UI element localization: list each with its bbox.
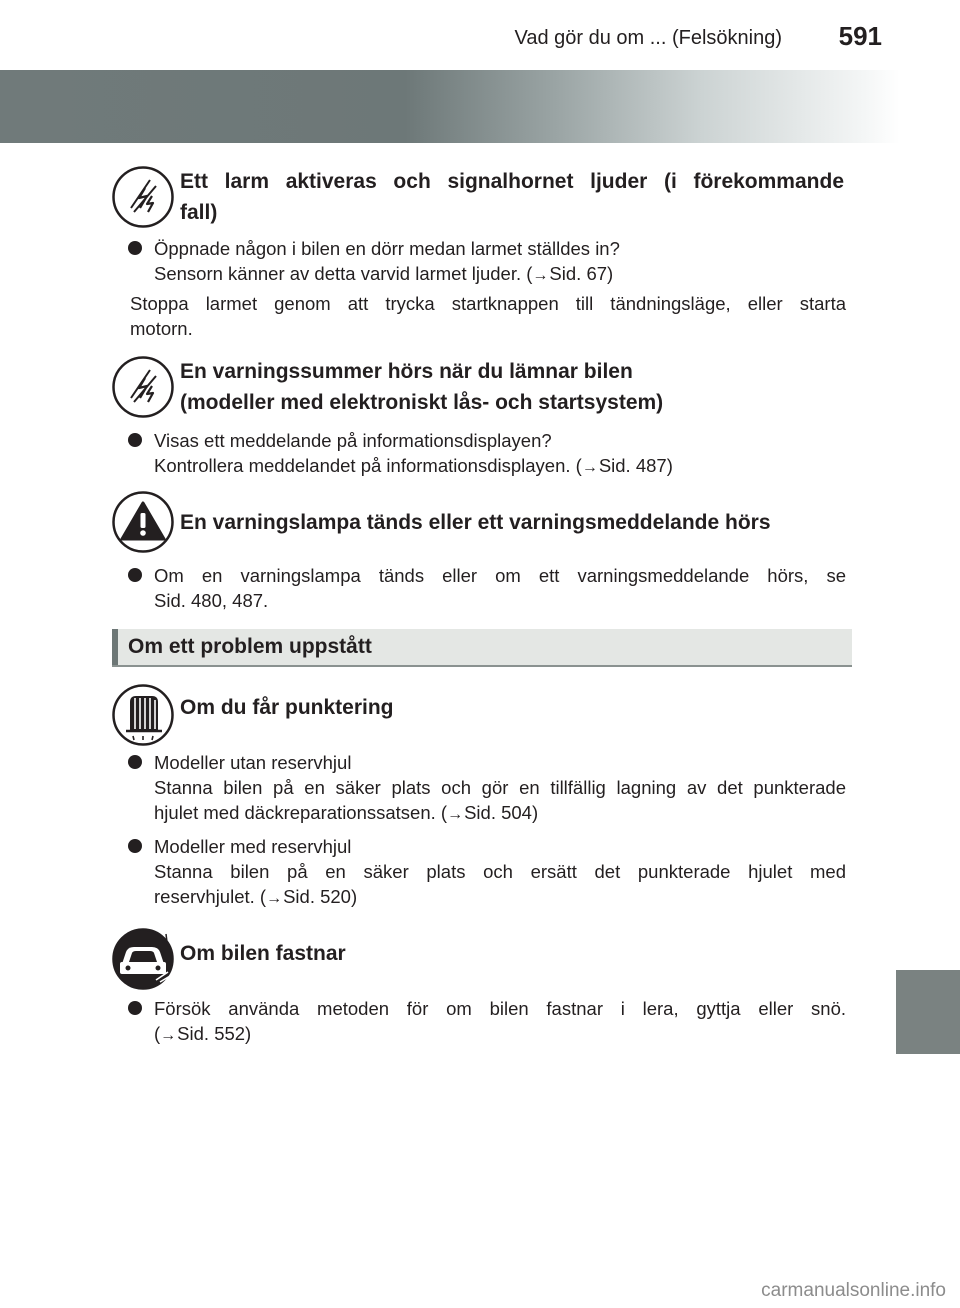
bullet-dot bbox=[128, 241, 142, 255]
section-flat-tire: Om du får punktering Modeller utan reservhjul Stanna bilen på en säker plats och gör en tillfällig lagning av det punkterade hjulet med däckreparationssatsen. (→Sid. 504) Modeller med reservhjul Stanna bilen på en säker plats och ersätt det punkterade hjulet med reservhjulet. (→Sid. 520) bbox=[112, 684, 852, 914]
bullet-dot bbox=[128, 433, 142, 447]
arrow-right-icon: → bbox=[447, 806, 464, 823]
header-band bbox=[0, 70, 900, 143]
bullet-dot bbox=[128, 1001, 142, 1015]
section-heading-bar bbox=[112, 629, 852, 667]
alarm-lightning-icon bbox=[112, 166, 174, 228]
section-title: Om du får punktering bbox=[180, 696, 394, 719]
section-buzzer: En varningssummer hörs när du lämnar bilen (modeller med elektroniskt lås- och startsystem) Visas ett meddelande på informationsdisplayen? Kontrollera meddelandet på informationsdisplayen. (→Sid. 487) bbox=[112, 356, 852, 486]
section-title: Ett larm aktiveras och signalhornet ljuder (i förekommande fall) bbox=[180, 170, 844, 224]
section-title: En varningslampa tänds eller ett varningsmeddelande hörs bbox=[180, 511, 771, 534]
flat-tire-icon bbox=[112, 684, 174, 746]
section-stuck-car: Om bilen fastnar Försök använda metoden för om bilen fastnar i lera, gyttja eller snö. (→Sid. 552) bbox=[112, 928, 852, 1058]
arrow-right-icon: → bbox=[581, 459, 598, 476]
arrow-right-icon: → bbox=[266, 890, 283, 907]
header-title: Vad gör du om ... (Felsökning) bbox=[514, 27, 782, 49]
warning-exclamation-icon bbox=[112, 491, 174, 553]
bullet-dot bbox=[128, 568, 142, 582]
stuck-car-icon bbox=[112, 928, 174, 990]
section-title: En varningssummer hörs när du lämnar bilen (modeller med elektroniskt lås- och startsystem) bbox=[180, 360, 664, 414]
bullet-dot bbox=[128, 755, 142, 769]
buzzer-lightning-icon bbox=[112, 356, 174, 418]
section-paragraph: Stoppa larmet genom att trycka startknappen till tändningsläge, eller starta motorn. bbox=[130, 293, 846, 339]
section-heading: Om ett problem uppstått bbox=[128, 635, 372, 658]
bullet-dot bbox=[128, 839, 142, 853]
page-header bbox=[0, 0, 960, 62]
section-title: Om bilen fastnar bbox=[180, 942, 346, 965]
section-warning-lamp: En varningslampa tänds eller ett varningsmeddelande hörs Om en varningslampa tänds eller om ett varningsmeddelande hörs, se Sid. 480, 487. bbox=[112, 491, 852, 616]
page-number: 591 bbox=[838, 21, 882, 51]
arrow-right-icon: → bbox=[532, 267, 549, 284]
arrow-right-icon: → bbox=[160, 1027, 177, 1044]
chapter-tab bbox=[896, 970, 960, 1054]
watermark: carmanualsonline.info bbox=[761, 1280, 946, 1301]
section-alarm: Ett larm aktiveras och signalhornet ljuder (i förekommande fall) Öppnade någon i bilen en dörr medan larmet ställdes in? Sensorn känner av detta varvid larmet ljuder. (→Sid. 67) Stoppa larmet genom att trycka startknappen till tändningsläge, eller starta motorn. bbox=[112, 166, 852, 346]
heading-accent bbox=[112, 629, 118, 665]
